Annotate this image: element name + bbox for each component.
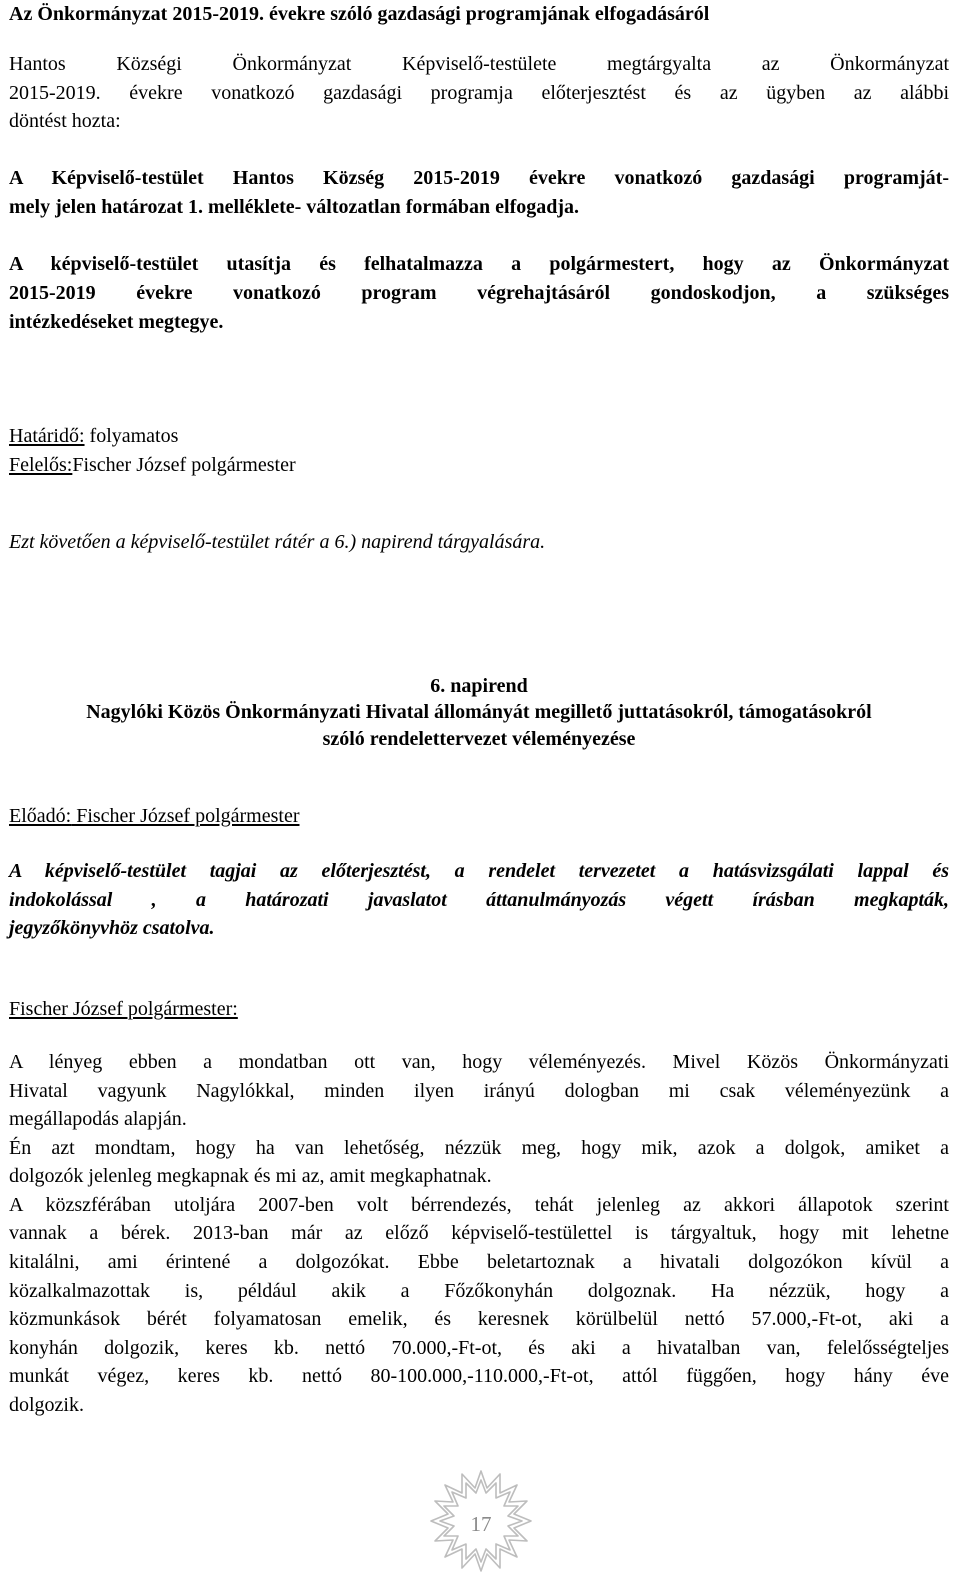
deadline-line: [9, 426, 178, 446]
speech-line: dolgozók jelenleg megkapnak és mi az, amit megkaphatnak.: [9, 1165, 492, 1187]
responsible-line: [9, 455, 296, 475]
text-line: mely jelen határozat 1. melléklete- változatlan formában elfogadja.: [9, 196, 580, 218]
speech-line: A lényeg ebben a mondatban ott van, hogy véleményezés. Mivel Közös Önkormányzati: [9, 1051, 949, 1073]
speech-line: Hivatal vagyunk Nagylókkal, minden ilyen irányú dologban mi csak véleményezünk a: [9, 1080, 949, 1102]
deadline-label: Határidő:: [9, 425, 85, 447]
responsible-label: Felelős:: [9, 454, 73, 476]
speech-line: munkát végez, keres kb. nettó 80-100.000,-110.000,-Ft-ot, attól függően, hogy hány éve: [9, 1365, 949, 1387]
page-number: [426, 1466, 536, 1576]
presenter-label: Előadó:: [9, 805, 72, 827]
agenda-title-line: Nagylóki Közös Önkormányzati Hivatal állományát megillető juttatásokról, támogatásokról: [86, 701, 872, 723]
resolution-title: Az Önkormányzat 2015-2019. évekre szóló gazdasági programjának elfogadásáról: [9, 3, 710, 25]
page-number-text: 17: [470, 1512, 492, 1536]
text-line: Hantos Községi Önkormányzat Képviselő-testülete megtárgyalta az Önkormányzat: [9, 53, 949, 75]
text-line: 2015-2019 évekre vonatkozó program végrehajtásáról gondoskodjon, a szükséges: [9, 282, 949, 304]
presenter-line: [9, 806, 299, 826]
speech-line: dolgozik.: [9, 1394, 84, 1416]
speech-line: vannak a bérek. 2013-ban már az előző képviselő-testülettel is tárgyaltuk, hogy mit lehetne: [9, 1222, 949, 1244]
text-line: döntést hozta:: [9, 110, 121, 132]
speech-line: megállapodás alapján.: [9, 1108, 187, 1130]
speech-line: Én azt mondtam, hogy ha van lehetőség, nézzük meg, hogy mik, azok a dolgok, amiket a: [9, 1137, 949, 1159]
speaker-name: Fischer József polgármester:: [9, 998, 238, 1020]
speech-line: kitalálni, ami érintené a dolgozókat. Ebbe beletartoznak a hivatali dolgozókon kívül a: [9, 1251, 949, 1273]
agenda-number: 6. napirend: [430, 675, 528, 697]
speech-line: A közszférában utoljára 2007-ben volt bérrendezés, tehát jelenleg az akkori állapotok szerint: [9, 1194, 949, 1216]
transition-note: Ezt követően a képviselő-testület rátér a 6.) napirend tárgyalására.: [9, 531, 546, 553]
text-line: 2015-2019. évekre vonatkozó gazdasági programja előterjesztést és az ügyben az alábbi: [9, 82, 949, 104]
text-line: A Képviselő-testület Hantos Község 2015-2019 évekre vonatkozó gazdasági programját-: [9, 167, 949, 189]
text-line: indokolással , a határozati javaslatot áttanulmányozás végett írásban megkapták,: [9, 889, 949, 911]
presenter-value: Fischer József polgármester: [71, 805, 300, 827]
responsible-value: Fischer József polgármester: [72, 454, 296, 476]
text-line: intézkedéseket megtegye.: [9, 311, 224, 333]
text-line: A képviselő-testület tagjai az előterjesztést, a rendelet tervezetet a hatásvizsgálati lappal és: [9, 860, 949, 882]
speech-line: konyhán dolgozik, keres kb. nettó 70.000,-Ft-ot, és aki a hivatalban van, felelősségteljes: [9, 1337, 949, 1359]
agenda-title-line: szóló rendelettervezet véleményezése: [322, 728, 636, 750]
text-line: A képviselő-testület utasítja és felhatalmazza a polgármestert, hogy az Önkormányzat: [9, 253, 949, 275]
text-line: jegyzőkönyvhöz csatolva.: [9, 917, 215, 939]
deadline-value: folyamatos: [84, 425, 179, 447]
speech-line: közalkalmazottak is, például akik a Főzőkonyhán dolgoznak. Ha nézzük, hogy a: [9, 1280, 949, 1302]
speech-line: közmunkások bérét folyamatosan emelik, és keresnek körülbelül nettó 57.000,-Ft-ot, aki a: [9, 1308, 949, 1330]
